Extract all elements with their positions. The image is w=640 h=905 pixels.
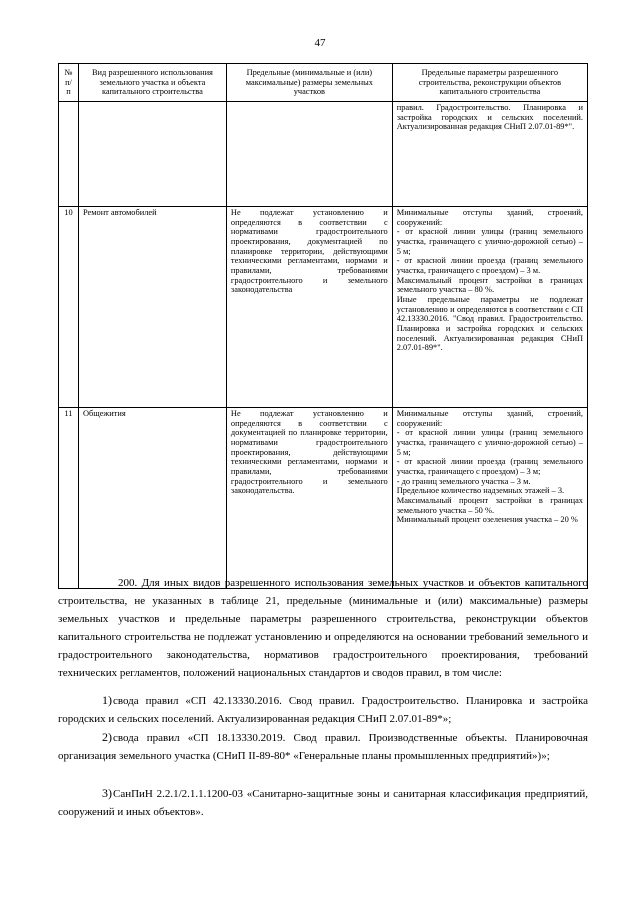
cell-plot-sizes: Не подлежат установлению и определяются в соответствии с нормативами градостроительного проектирования, документацией по планировке территории, действующими техническими регламентами, нормами и правилами, требованиями градостроительного и земельного законодательства [226,206,392,407]
list-marker: 2) [102,730,112,744]
header-use-kind: Вид разрешенного использования земельного участка и объекта капитального строительства [78,64,226,102]
cell-number [59,101,79,206]
list-item-text: свода правил «СП 18.13330.2019. Свод правил. Производственные объекты. Планировочная организация земельного участка (СНиП II-89-80* «Генеральные планы промышленных предприятий»)»; [58,732,588,762]
param-line: Максимальный процент застройки в границах земельного участка – 80 %. [396,275,583,295]
list-item [58,784,588,821]
cell-plot-sizes [226,101,392,206]
param-line: Максимальный процент застройки в границах земельного участка – 50 %. [396,495,583,515]
cell-building-params [392,206,587,407]
param-line: - от красной линии улицы (границ земельного участка, граничащего с улично-дорожной сетью) – 5 м; [396,227,583,256]
param-line: Предельное количество надземных этажей – 3. [396,486,565,496]
page-number: 47 [314,37,326,49]
param-line: - от красной линии проезда (границ земельного участка, граничащего с проездом) – 3 м. [396,256,583,275]
list-marker: 1) [102,693,112,707]
table-row-continuation [59,101,588,206]
header-building-params: Предельные параметры разрешенного строительства, реконструкции объектов капитального строительства [392,64,587,102]
table-header-row [59,64,588,102]
list-marker: 3) [102,786,112,800]
cell-use-kind: Общежития [78,407,226,588]
param-line: - до границ земельного участка – 3 м. [396,476,531,486]
param-line: Иные предельные параметры не подлежат установлению и определяются в соответствии с СП 42.13330.2016. "Свод правил. Градостроительство. Планировка и застройка городских и сельских поселений. Актуализированная редакция СНиП 2.07.01-89*". [396,294,583,353]
param-line: - от красной линии проезда (границ земельного участка, граничащего с проездом) – 3 м; [396,457,583,476]
cell-use-kind [78,101,226,206]
cell-plot-sizes: Не подлежат установлению и определяются в соответствии с документацией по планировке территории, нормативами градостроительного проектирования, действующими техническими регламентами, нормами и правилами, требованиями градостроительного и земельного законодательства. [226,407,392,588]
list-item [58,728,588,765]
list-item-text: свода правил «СП 42.13330.2016. Свод правил. Градостроительство. Планировка и застройка городских и сельских поселений. Актуализированная редакция СНиП 2.07.01-89*»; [58,695,588,725]
table-row [59,206,588,407]
param-line: Минимальные отступы зданий, строений, сооружений: [396,408,583,428]
cell-number: 10 [59,206,79,407]
cell-building-params [392,407,587,588]
list-item [58,691,588,728]
cell-building-params: правил. Градостроительство. Планировка и застройка городских и сельских поселений. Актуализированная редакция СНиП 2.07.01-89*". [392,101,587,206]
header-number: № п/п [59,64,79,102]
table-row [59,407,588,588]
param-line: - от красной линии улицы (границ земельного участка, граничащего с улично-дорожной сетью) – 5 м; [396,428,583,457]
cell-number: 11 [59,407,79,588]
cell-use-kind: Ремонт автомобилей [78,206,226,407]
list-item-text: СанПиН 2.2.1/2.1.1.1200-03 «Санитарно-защитные зоны и санитарная классификация предприятий, сооружений и иных объектов». [58,788,588,818]
param-line: Минимальный процент озеленения участка – 20 % [396,515,578,525]
param-line: Минимальные отступы зданий, строений, сооружений: [396,207,583,227]
regulations-table [58,63,588,589]
header-plot-sizes: Предельные (минимальные и (или) максимальные) размеры земельных участков [226,64,392,102]
paragraph-200: 200. Для иных видов разрешенного использования земельных участков и объектов капитального строительства, не указанных в таблице 21, предельные (минимальные и (или) максимальные) размеры земельных участков и предельные параметры разрешенного строительства, реконструкции объектов капитального строительства не подлежат установлению и определяются на основании требований земельного и градостроительного законодательства, нормативов градостроительного проектирования, требований технических регламентов, положений национальных стандартов и сводов правил, в том числе: [58,577,588,679]
